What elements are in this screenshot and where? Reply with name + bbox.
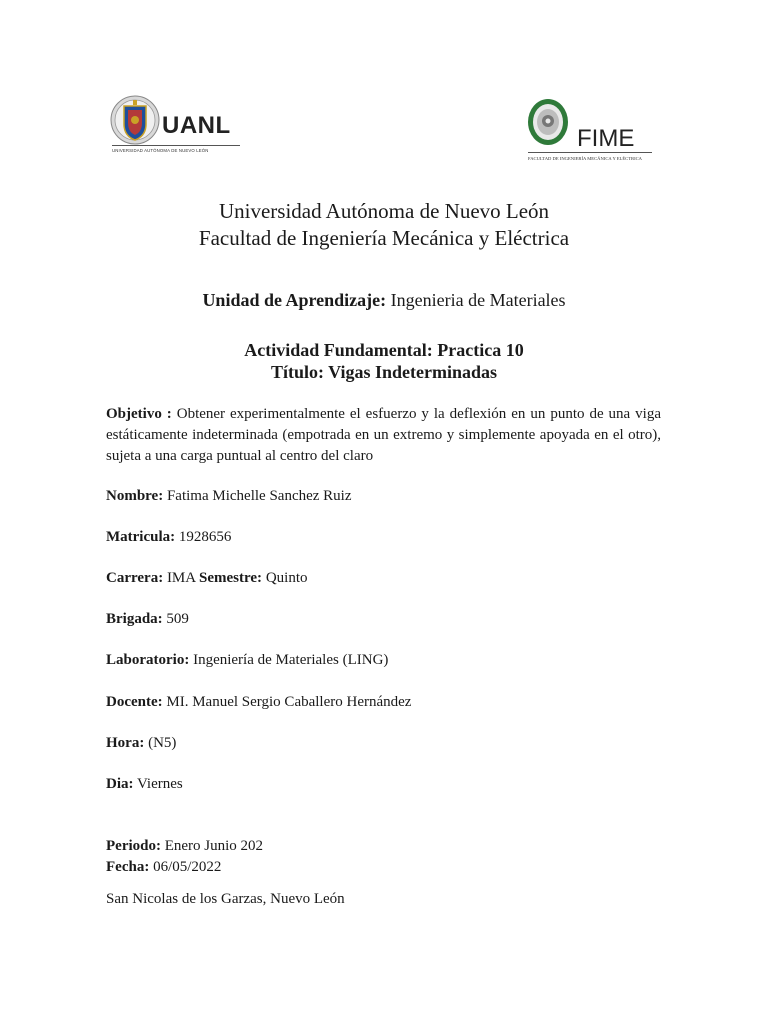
field-label: Carrera: <box>106 570 164 586</box>
fime-logo <box>526 97 658 169</box>
title-line: Título: Vigas Indeterminadas <box>270 362 498 382</box>
objective-label: Objetivo : <box>106 406 172 422</box>
field-matricula <box>106 529 231 546</box>
activity-heading <box>0 339 768 383</box>
learning-unit <box>0 290 768 311</box>
field-docente <box>106 694 411 711</box>
field-label: Docente: <box>106 694 163 710</box>
field-label: Periodo: <box>106 838 161 854</box>
field-nombre <box>106 488 352 505</box>
fime-divider <box>528 152 652 153</box>
field-hora <box>106 735 176 752</box>
fime-crest-icon <box>526 97 570 147</box>
field-fecha <box>106 859 221 876</box>
field-value: Fatima Michelle Sanchez Ruiz <box>166 488 352 504</box>
learning-unit-label: Unidad de Aprendizaje: <box>202 290 387 310</box>
objective-text: Obtener experimentalmente el esfuerzo y la deflexión en un punto de una viga estáticamente indeterminada (empotrada en un extremo y simplemente apoyada en el otro), sujeta a una carga puntual al centro del claro <box>106 406 661 464</box>
field-brigada <box>106 611 189 628</box>
field-label: Dia: <box>106 776 134 792</box>
field-value: 06/05/2022 <box>153 859 222 875</box>
uanl-logo <box>110 92 245 162</box>
learning-unit-value: Ingenieria de Materiales <box>390 290 566 310</box>
objective-paragraph <box>106 404 661 467</box>
field-value: Viernes <box>136 776 183 792</box>
field-label: Fecha: <box>106 859 150 875</box>
field-value: IMA <box>166 570 196 586</box>
field-label: Brigada: <box>106 611 163 627</box>
field-value: Quinto <box>265 570 308 586</box>
field-dia <box>106 776 183 793</box>
location-line: San Nicolas de los Garzas, Nuevo León <box>106 891 345 907</box>
fime-wordmark: FIME <box>577 125 635 152</box>
uanl-crest-icon <box>110 94 160 146</box>
field-value: (N5) <box>148 735 177 751</box>
field-periodo <box>106 838 263 855</box>
field-value: 1928656 <box>178 529 232 545</box>
field-value: 509 <box>166 611 189 627</box>
institution-heading <box>0 198 768 252</box>
field-label: Hora: <box>106 735 145 751</box>
field-label: Semestre: <box>199 570 263 586</box>
field-value: MI. Manuel Sergio Caballero Hernández <box>166 694 412 710</box>
fime-subtitle: FACULTAD DE INGENIERÍA MECÁNICA Y ELÉCTRICA <box>528 156 643 161</box>
field-value: Enero Junio 202 <box>164 838 264 854</box>
uanl-wordmark: UANL <box>162 112 231 139</box>
field-label: Matricula: <box>106 529 176 545</box>
uanl-divider <box>112 145 240 146</box>
field-label: Nombre: <box>106 488 164 504</box>
field-carrera-semestre <box>106 570 307 587</box>
university-name: Universidad Autónoma de Nuevo León <box>218 199 550 223</box>
field-laboratorio <box>106 652 388 669</box>
field-label: Laboratorio: <box>106 652 190 668</box>
field-value: Ingeniería de Materiales (LING) <box>193 652 389 668</box>
faculty-name: Facultad de Ingeniería Mecánica y Eléctrica <box>198 226 570 250</box>
activity-line: Actividad Fundamental: Practica 10 <box>244 340 524 360</box>
uanl-subtitle: UNIVERSIDAD AUTÓNOMA DE NUEVO LEÓN <box>112 148 209 153</box>
